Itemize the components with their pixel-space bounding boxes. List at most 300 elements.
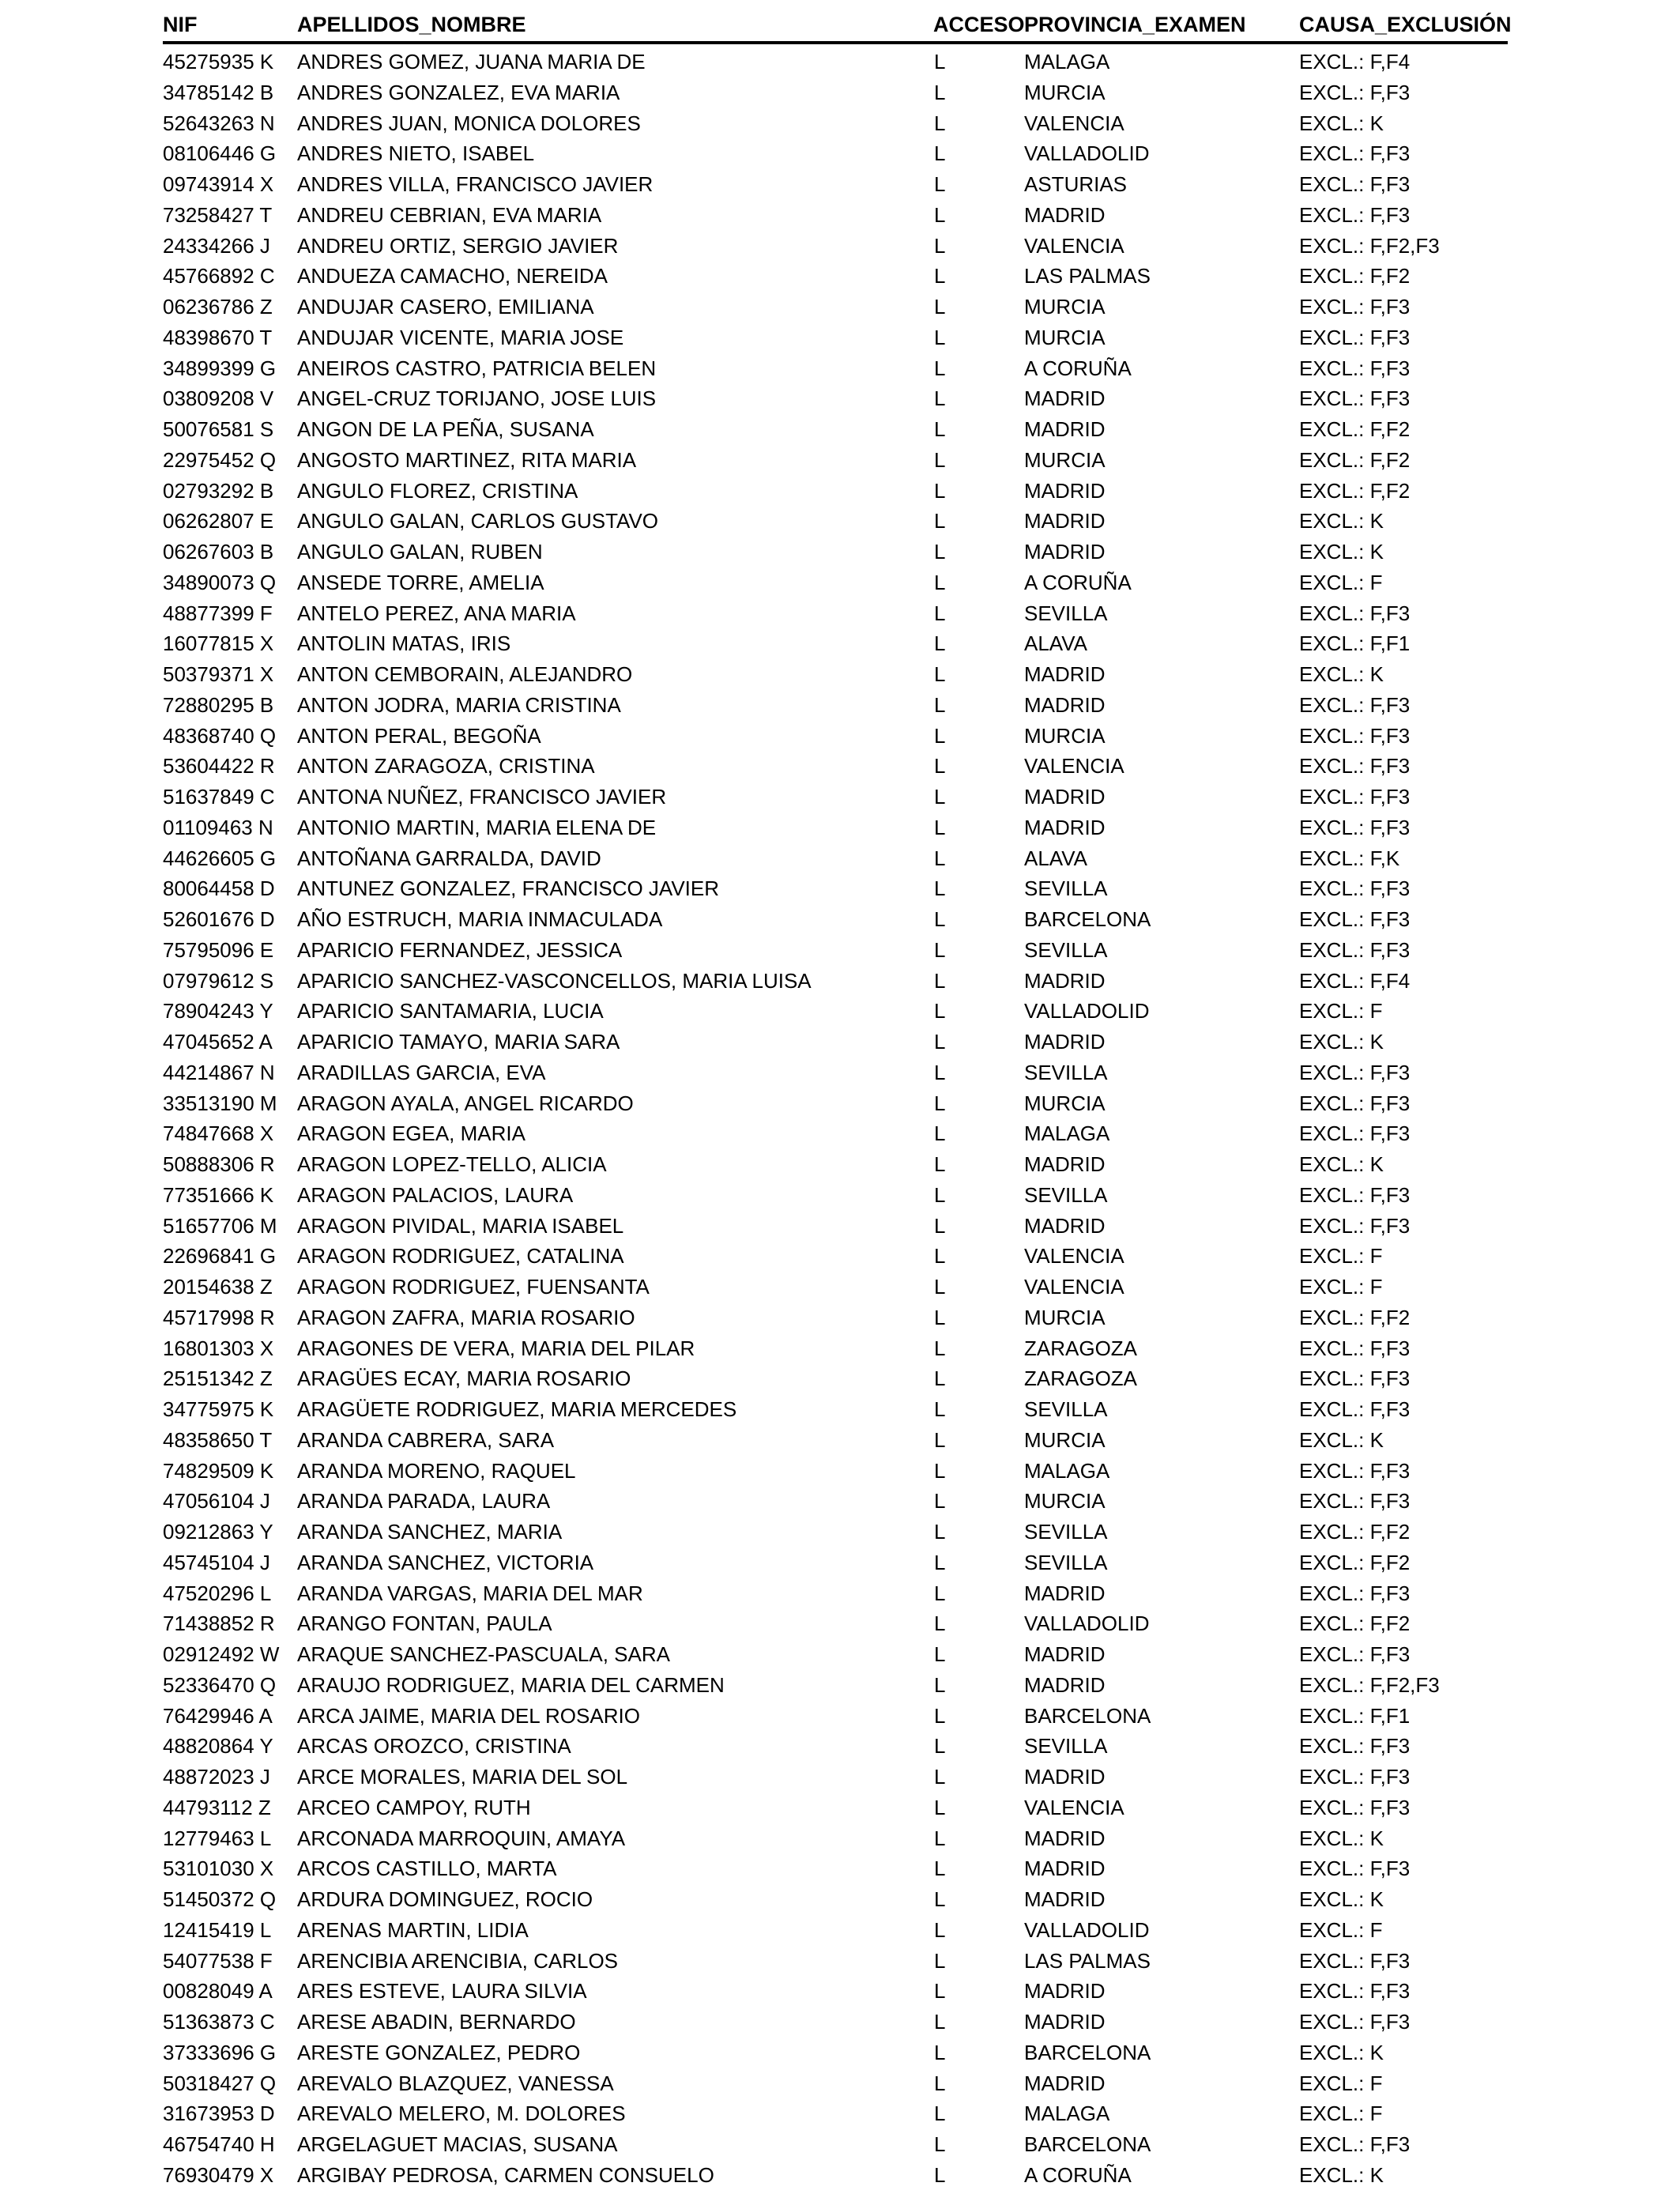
table-row xyxy=(163,412,1508,443)
cell-nif: 51657706 M xyxy=(163,1213,277,1238)
cell-causa: EXCL.: F,F2 xyxy=(1299,447,1411,472)
table-row xyxy=(163,289,1508,320)
cell-acceso: L xyxy=(934,1122,946,1146)
cell-acceso: L xyxy=(934,1581,946,1605)
table-row xyxy=(163,2004,1508,2035)
cell-causa: EXCL.: F xyxy=(1299,2102,1383,2126)
cell-nif: 47045652 A xyxy=(163,1030,273,1054)
cell-nif: 74829509 K xyxy=(163,1458,274,1483)
cell-acceso: L xyxy=(934,540,946,564)
cell-causa: EXCL.: F,F3 xyxy=(1299,1979,1411,2004)
cell-nif: 45275935 K xyxy=(163,50,274,74)
cell-name: ANTON CEMBORAIN, ALEJANDRO xyxy=(297,662,633,686)
cell-nif: 44214867 N xyxy=(163,1060,275,1084)
cell-provincia: MADRID xyxy=(1024,815,1106,839)
cell-name: ARANDA CABRERA, SARA xyxy=(297,1427,555,1452)
cell-name: ANGOSTO MARTINEZ, RITA MARIA xyxy=(297,447,637,472)
cell-causa: EXCL.: F,F3 xyxy=(1299,1367,1411,1391)
cell-causa: EXCL.: F,F2 xyxy=(1299,264,1411,288)
cell-nif: 33513190 M xyxy=(163,1091,277,1115)
cell-name: APARICIO TAMAYO, MARIA SARA xyxy=(297,1030,620,1054)
cell-causa: EXCL.: F,F3 xyxy=(1299,815,1411,839)
cell-name: ARAGONES DE VERA, MARIA DEL PILAR xyxy=(297,1336,695,1360)
cell-name: ANTOÑANA GARRALDA, DAVID xyxy=(297,846,601,870)
cell-name: ARANGO FONTAN, PAULA xyxy=(297,1612,552,1636)
cell-provincia: MADRID xyxy=(1024,785,1106,809)
cell-provincia: SEVILLA xyxy=(1024,1734,1108,1759)
cell-name: AREVALO MELERO, M. DOLORES xyxy=(297,2102,626,2126)
cell-name: ARCA JAIME, MARIA DEL ROSARIO xyxy=(297,1703,640,1728)
cell-nif: 50076581 S xyxy=(163,417,274,441)
cell-name: APARICIO SANTAMARIA, LUCIA xyxy=(297,999,604,1023)
table-body xyxy=(163,44,1508,2188)
table-row xyxy=(163,1606,1508,1637)
cell-acceso: L xyxy=(934,1152,946,1176)
table-row xyxy=(163,1698,1508,1729)
table-row xyxy=(163,688,1508,718)
table-row xyxy=(163,1668,1508,1698)
cell-name: ARAGON AYALA, ANGEL RICARDO xyxy=(297,1091,634,1115)
cell-provincia: MADRID xyxy=(1024,417,1106,441)
cell-causa: EXCL.: F,F3 xyxy=(1299,785,1411,809)
cell-causa: EXCL.: F,F3 xyxy=(1299,1182,1411,1207)
cell-nif: 09212863 Y xyxy=(163,1520,273,1544)
table-row xyxy=(163,1208,1508,1239)
header-acceso: ACCESO xyxy=(933,13,1025,36)
cell-acceso: L xyxy=(934,1397,946,1421)
cell-provincia: ALAVA xyxy=(1024,631,1087,656)
cell-nif: 06262807 E xyxy=(163,509,274,533)
cell-causa: EXCL.: F,F1 xyxy=(1299,631,1411,656)
table-row xyxy=(163,1392,1508,1423)
cell-provincia: SEVILLA xyxy=(1024,1060,1108,1084)
cell-provincia: ASTURIAS xyxy=(1024,172,1128,196)
table-row xyxy=(163,1300,1508,1331)
cell-name: ARES ESTEVE, LAURA SILVIA xyxy=(297,1979,587,2004)
cell-nif: 53604422 R xyxy=(163,754,275,778)
cell-acceso: L xyxy=(934,1703,946,1728)
cell-acceso: L xyxy=(934,968,946,993)
cell-nif: 44626605 G xyxy=(163,846,277,870)
cell-provincia: VALENCIA xyxy=(1024,1275,1124,1299)
cell-nif: 74847668 X xyxy=(163,1122,274,1146)
cell-causa: EXCL.: K xyxy=(1299,2040,1384,2064)
cell-name: ARAGÜES ECAY, MARIA ROSARIO xyxy=(297,1367,631,1391)
cell-acceso: L xyxy=(934,233,946,258)
cell-name: ARGIBAY PEDROSA, CARMEN CONSUELO xyxy=(297,2162,714,2187)
cell-acceso: L xyxy=(934,601,946,625)
cell-acceso: L xyxy=(934,1520,946,1544)
cell-causa: EXCL.: F,F2 xyxy=(1299,1305,1411,1329)
cell-provincia: MADRID xyxy=(1024,1642,1106,1666)
cell-nif: 77351666 K xyxy=(163,1182,274,1207)
cell-acceso: L xyxy=(934,2071,946,2095)
table-row xyxy=(163,657,1508,688)
header-nif: NIF xyxy=(163,13,198,36)
cell-nif: 44793112 Z xyxy=(163,1795,271,1819)
cell-provincia: SEVILLA xyxy=(1024,1550,1108,1574)
cell-causa: EXCL.: F,F2 xyxy=(1299,1550,1411,1574)
cell-acceso: L xyxy=(934,1672,946,1697)
cell-nif: 01109463 N xyxy=(163,815,273,839)
table-row xyxy=(163,2066,1508,2097)
table-row xyxy=(163,473,1508,504)
cell-nif: 78904243 Y xyxy=(163,999,273,1023)
cell-provincia: MADRID xyxy=(1024,1765,1106,1789)
cell-provincia: MADRID xyxy=(1024,202,1106,227)
cell-name: ARENAS MARTIN, LIDIA xyxy=(297,1917,529,1942)
cell-causa: EXCL.: F,F3 xyxy=(1299,1795,1411,1819)
cell-causa: EXCL.: F,F3 xyxy=(1299,1642,1411,1666)
table-row xyxy=(163,2158,1508,2188)
cell-acceso: L xyxy=(934,2040,946,2064)
cell-name: ANDRES JUAN, MONICA DOLORES xyxy=(297,111,641,135)
table-row xyxy=(163,902,1508,933)
cell-name: ARANDA MORENO, RAQUEL xyxy=(297,1458,576,1483)
table-row xyxy=(163,626,1508,657)
cell-provincia: MURCIA xyxy=(1024,80,1106,104)
cell-provincia: MURCIA xyxy=(1024,295,1106,319)
cell-name: ANTON JODRA, MARIA CRISTINA xyxy=(297,692,621,717)
cell-provincia: MALAGA xyxy=(1024,1458,1110,1483)
table-row xyxy=(163,1147,1508,1178)
cell-causa: EXCL.: F,F2 xyxy=(1299,1612,1411,1636)
cell-acceso: L xyxy=(934,846,946,870)
table-row xyxy=(163,2096,1508,2127)
cell-name: ANTONA NUÑEZ, FRANCISCO JAVIER xyxy=(297,785,667,809)
cell-acceso: L xyxy=(934,417,946,441)
table-row xyxy=(163,748,1508,779)
cell-acceso: L xyxy=(934,1948,946,1973)
cell-causa: EXCL.: K xyxy=(1299,540,1384,564)
cell-provincia: ALAVA xyxy=(1024,846,1087,870)
cell-nif: 52601676 D xyxy=(163,907,275,931)
cell-nif: 34899399 G xyxy=(163,356,277,380)
header-name: APELLIDOS_NOMBRE xyxy=(297,13,526,36)
cell-provincia: MURCIA xyxy=(1024,325,1106,349)
cell-nif: 48877399 F xyxy=(163,601,273,625)
table-row xyxy=(163,1576,1508,1607)
table-row xyxy=(163,1178,1508,1208)
cell-nif: 12415419 L xyxy=(163,1917,272,1942)
cell-causa: EXCL.: F,F3 xyxy=(1299,1581,1411,1605)
cell-acceso: L xyxy=(934,50,946,74)
cell-nif: 50318427 Q xyxy=(163,2071,277,2095)
cell-acceso: L xyxy=(934,1336,946,1360)
cell-causa: EXCL.: F,F3 xyxy=(1299,1489,1411,1514)
table-row xyxy=(163,718,1508,749)
cell-provincia: MADRID xyxy=(1024,2071,1106,2095)
cell-nif: 51363873 C xyxy=(163,2010,275,2034)
cell-provincia: MURCIA xyxy=(1024,723,1106,748)
cell-causa: EXCL.: K xyxy=(1299,1887,1384,1911)
cell-provincia: BARCELONA xyxy=(1024,2132,1151,2156)
cell-causa: EXCL.: F xyxy=(1299,1917,1383,1942)
cell-provincia: VALENCIA xyxy=(1024,1795,1124,1819)
cell-acceso: L xyxy=(934,1612,946,1636)
cell-nif: 07979612 S xyxy=(163,968,274,993)
cell-provincia: MADRID xyxy=(1024,1857,1106,1881)
table-row xyxy=(163,565,1508,596)
table-row xyxy=(163,136,1508,167)
table-row xyxy=(163,1913,1508,1943)
table-row xyxy=(163,44,1508,75)
cell-acceso: L xyxy=(934,478,946,503)
cell-causa: EXCL.: F,F3 xyxy=(1299,937,1411,962)
cell-causa: EXCL.: F,F3 xyxy=(1299,141,1411,166)
cell-name: ARENCIBIA ARENCIBIA, CARLOS xyxy=(297,1948,619,1973)
cell-provincia: MADRID xyxy=(1024,1979,1106,2004)
cell-name: ARAGÜETE RODRIGUEZ, MARIA MERCEDES xyxy=(297,1397,737,1421)
cell-provincia: VALLADOLID xyxy=(1024,141,1150,166)
cell-name: ARADILLAS GARCIA, EVA xyxy=(297,1060,546,1084)
cell-acceso: L xyxy=(934,325,946,349)
cell-nif: 22696841 G xyxy=(163,1244,277,1269)
cell-provincia: MADRID xyxy=(1024,968,1106,993)
cell-causa: EXCL.: K xyxy=(1299,1152,1384,1176)
cell-nif: 06267603 B xyxy=(163,540,274,564)
cell-nif: 02912492 W xyxy=(163,1642,280,1666)
cell-acceso: L xyxy=(934,202,946,227)
cell-name: ANTONIO MARTIN, MARIA ELENA DE xyxy=(297,815,657,839)
cell-name: ANGON DE LA PEÑA, SUSANA xyxy=(297,417,594,441)
cell-provincia: VALLADOLID xyxy=(1024,1612,1150,1636)
table-row xyxy=(163,167,1508,198)
cell-acceso: L xyxy=(934,1213,946,1238)
cell-acceso: L xyxy=(934,1458,946,1483)
cell-causa: EXCL.: F,F3 xyxy=(1299,1122,1411,1146)
cell-nif: 16077815 X xyxy=(163,631,274,656)
cell-name: ARESE ABADIN, BERNARDO xyxy=(297,2010,576,2034)
table-row xyxy=(163,993,1508,1024)
cell-causa: EXCL.: F,F3 xyxy=(1299,1765,1411,1789)
cell-causa: EXCL.: F,F3 xyxy=(1299,1060,1411,1084)
cell-causa: EXCL.: F,F3 xyxy=(1299,295,1411,319)
cell-nif: 51637849 C xyxy=(163,785,275,809)
cell-provincia: MADRID xyxy=(1024,1672,1106,1697)
cell-provincia: VALENCIA xyxy=(1024,1244,1124,1269)
table-header xyxy=(163,11,1512,44)
table-row xyxy=(163,198,1508,228)
cell-provincia: MADRID xyxy=(1024,1030,1106,1054)
cell-name: ARAGON PIVIDAL, MARIA ISABEL xyxy=(297,1213,624,1238)
cell-acceso: L xyxy=(934,692,946,717)
cell-causa: EXCL.: F,F3 xyxy=(1299,1336,1411,1360)
table-row xyxy=(163,320,1508,351)
cell-nif: 34775975 K xyxy=(163,1397,274,1421)
cell-acceso: L xyxy=(934,1244,946,1269)
cell-causa: EXCL.: F,F1 xyxy=(1299,1703,1411,1728)
cell-name: ANGULO FLOREZ, CRISTINA xyxy=(297,478,578,503)
cell-name: ARCEO CAMPOY, RUTH xyxy=(297,1795,531,1819)
header-provincia: PROVINCIA_EXAMEN xyxy=(1024,13,1246,36)
cell-name: ARANDA VARGAS, MARIA DEL MAR xyxy=(297,1581,643,1605)
cell-causa: EXCL.: K xyxy=(1299,1030,1384,1054)
cell-name: ARAGON LOPEZ-TELLO, ALICIA xyxy=(297,1152,607,1176)
cell-name: ARCOS CASTILLO, MARTA xyxy=(297,1857,557,1881)
cell-acceso: L xyxy=(934,386,946,411)
cell-name: ANSEDE TORRE, AMELIA xyxy=(297,570,544,594)
cell-name: ARDURA DOMINGUEZ, ROCIO xyxy=(297,1887,593,1911)
cell-provincia: SEVILLA xyxy=(1024,1182,1108,1207)
cell-acceso: L xyxy=(934,876,946,901)
cell-provincia: MURCIA xyxy=(1024,1091,1106,1115)
cell-nif: 71438852 R xyxy=(163,1612,275,1636)
cell-provincia: MADRID xyxy=(1024,386,1106,411)
cell-causa: EXCL.: F,F3 xyxy=(1299,1397,1411,1421)
cell-provincia: MADRID xyxy=(1024,662,1106,686)
cell-name: ANDRES GOMEZ, JUANA MARIA DE xyxy=(297,50,646,74)
cell-provincia: VALLADOLID xyxy=(1024,1917,1150,1942)
cell-nif: 53101030 X xyxy=(163,1857,274,1881)
cell-nif: 54077538 F xyxy=(163,1948,273,1973)
cell-nif: 50379371 X xyxy=(163,662,274,686)
cell-causa: EXCL.: F,F3 xyxy=(1299,1458,1411,1483)
cell-name: ANDREU ORTIZ, SERGIO JAVIER xyxy=(297,233,619,258)
table-row xyxy=(163,1882,1508,1913)
cell-nif: 34890073 Q xyxy=(163,570,277,594)
cell-name: ANEIROS CASTRO, PATRICIA BELEN xyxy=(297,356,657,380)
cell-acceso: L xyxy=(934,2010,946,2034)
cell-causa: EXCL.: F,F4 xyxy=(1299,50,1411,74)
cell-provincia: VALENCIA xyxy=(1024,233,1124,258)
cell-provincia: A CORUÑA xyxy=(1024,356,1132,380)
cell-provincia: BARCELONA xyxy=(1024,907,1151,931)
cell-acceso: L xyxy=(934,1857,946,1881)
cell-causa: EXCL.: F xyxy=(1299,2071,1383,2095)
table-row xyxy=(163,106,1508,137)
cell-provincia: SEVILLA xyxy=(1024,1520,1108,1544)
cell-acceso: L xyxy=(934,2132,946,2156)
cell-name: ANDUJAR CASERO, EMILIANA xyxy=(297,295,594,319)
cell-name: ARGELAGUET MACIAS, SUSANA xyxy=(297,2132,618,2156)
cell-name: ARCE MORALES, MARIA DEL SOL xyxy=(297,1765,628,1789)
cell-name: AREVALO BLAZQUEZ, VANESSA xyxy=(297,2071,614,2095)
cell-causa: EXCL.: F,F3 xyxy=(1299,356,1411,380)
cell-causa: EXCL.: F xyxy=(1299,1244,1383,1269)
cell-name: ARANDA SANCHEZ, VICTORIA xyxy=(297,1550,594,1574)
table-row xyxy=(163,810,1508,841)
table-row xyxy=(163,1024,1508,1055)
cell-causa: EXCL.: F,F3 xyxy=(1299,601,1411,625)
cell-name: ANDRES NIETO, ISABEL xyxy=(297,141,535,166)
cell-nif: 73258427 T xyxy=(163,202,273,227)
cell-causa: EXCL.: F,F3 xyxy=(1299,754,1411,778)
cell-name: ARAGON PALACIOS, LAURA xyxy=(297,1182,574,1207)
cell-nif: 45745104 J xyxy=(163,1550,270,1574)
cell-acceso: L xyxy=(934,295,946,319)
cell-acceso: L xyxy=(934,1275,946,1299)
table-row xyxy=(163,1238,1508,1269)
cell-name: ANTELO PEREZ, ANA MARIA xyxy=(297,601,576,625)
cell-acceso: L xyxy=(934,1642,946,1666)
cell-provincia: SEVILLA xyxy=(1024,876,1108,901)
cell-nif: 34785142 B xyxy=(163,80,274,104)
cell-acceso: L xyxy=(934,447,946,472)
cell-acceso: L xyxy=(934,2102,946,2126)
cell-acceso: L xyxy=(934,1887,946,1911)
cell-provincia: MALAGA xyxy=(1024,2102,1110,2126)
cell-nif: 48820864 Y xyxy=(163,1734,273,1759)
cell-acceso: L xyxy=(934,1826,946,1850)
cell-provincia: A CORUÑA xyxy=(1024,2162,1132,2187)
cell-nif: 12779463 L xyxy=(163,1826,272,1850)
cell-provincia: VALLADOLID xyxy=(1024,999,1150,1023)
cell-acceso: L xyxy=(934,111,946,135)
cell-acceso: L xyxy=(934,1550,946,1574)
cell-causa: EXCL.: F,F3 xyxy=(1299,2132,1411,2156)
cell-nif: 52336470 Q xyxy=(163,1672,277,1697)
cell-provincia: VALENCIA xyxy=(1024,754,1124,778)
cell-causa: EXCL.: F,F3 xyxy=(1299,386,1411,411)
cell-provincia: SEVILLA xyxy=(1024,937,1108,962)
cell-nif: 76429946 A xyxy=(163,1703,273,1728)
cell-nif: 76930479 X xyxy=(163,2162,274,2187)
cell-provincia: BARCELONA xyxy=(1024,2040,1151,2064)
cell-name: ANTUNEZ GONZALEZ, FRANCISCO JAVIER xyxy=(297,876,720,901)
cell-name: ANTON ZARAGOZA, CRISTINA xyxy=(297,754,595,778)
table-row xyxy=(163,1851,1508,1882)
cell-causa: EXCL.: F,F3 xyxy=(1299,1734,1411,1759)
cell-causa: EXCL.: F,F3 xyxy=(1299,80,1411,104)
cell-causa: EXCL.: F,F2 xyxy=(1299,417,1411,441)
cell-name: ARAGON RODRIGUEZ, CATALINA xyxy=(297,1244,624,1269)
table-row xyxy=(163,841,1508,872)
cell-name: ARANDA PARADA, LAURA xyxy=(297,1489,551,1514)
cell-nif: 48368740 Q xyxy=(163,723,277,748)
cell-name: ARCONADA MARROQUIN, AMAYA xyxy=(297,1826,626,1850)
table-row xyxy=(163,596,1508,627)
cell-causa: EXCL.: F,F3 xyxy=(1299,1857,1411,1881)
cell-acceso: L xyxy=(934,1427,946,1452)
cell-nif: 22975452 Q xyxy=(163,447,277,472)
cell-name: APARICIO SANCHEZ-VASCONCELLOS, MARIA LUISA xyxy=(297,968,812,993)
cell-nif: 48398670 T xyxy=(163,325,273,349)
cell-acceso: L xyxy=(934,264,946,288)
cell-acceso: L xyxy=(934,1305,946,1329)
cell-causa: EXCL.: F,F3 xyxy=(1299,1948,1411,1973)
cell-provincia: ZARAGOZA xyxy=(1024,1336,1138,1360)
table-row xyxy=(163,871,1508,902)
cell-provincia: A CORUÑA xyxy=(1024,570,1132,594)
cell-causa: EXCL.: K xyxy=(1299,1427,1384,1452)
table-row xyxy=(163,1790,1508,1821)
cell-acceso: L xyxy=(934,1489,946,1514)
cell-nif: 31673953 D xyxy=(163,2102,275,2126)
cell-provincia: SEVILLA xyxy=(1024,1397,1108,1421)
cell-nif: 48872023 J xyxy=(163,1765,270,1789)
cell-nif: 06236786 Z xyxy=(163,295,273,319)
table-row xyxy=(163,228,1508,259)
table-row xyxy=(163,503,1508,534)
cell-provincia: MADRID xyxy=(1024,2010,1106,2034)
cell-nif: 75795096 E xyxy=(163,937,274,962)
cell-nif: 02793292 B xyxy=(163,478,274,503)
cell-causa: EXCL.: F,F3 xyxy=(1299,172,1411,196)
cell-name: APARICIO FERNANDEZ, JESSICA xyxy=(297,937,623,962)
table-row xyxy=(163,1453,1508,1484)
cell-name: ANDRES VILLA, FRANCISCO JAVIER xyxy=(297,172,654,196)
cell-provincia: MADRID xyxy=(1024,1887,1106,1911)
cell-nif: 46754740 H xyxy=(163,2132,275,2156)
cell-name: ARESTE GONZALEZ, PEDRO xyxy=(297,2040,581,2064)
cell-acceso: L xyxy=(934,1091,946,1115)
table-row xyxy=(163,963,1508,994)
cell-causa: EXCL.: F xyxy=(1299,999,1383,1023)
cell-name: ARAUJO RODRIGUEZ, MARIA DEL CARMEN xyxy=(297,1672,725,1697)
table-row xyxy=(163,1361,1508,1392)
cell-provincia: MADRID xyxy=(1024,478,1106,503)
